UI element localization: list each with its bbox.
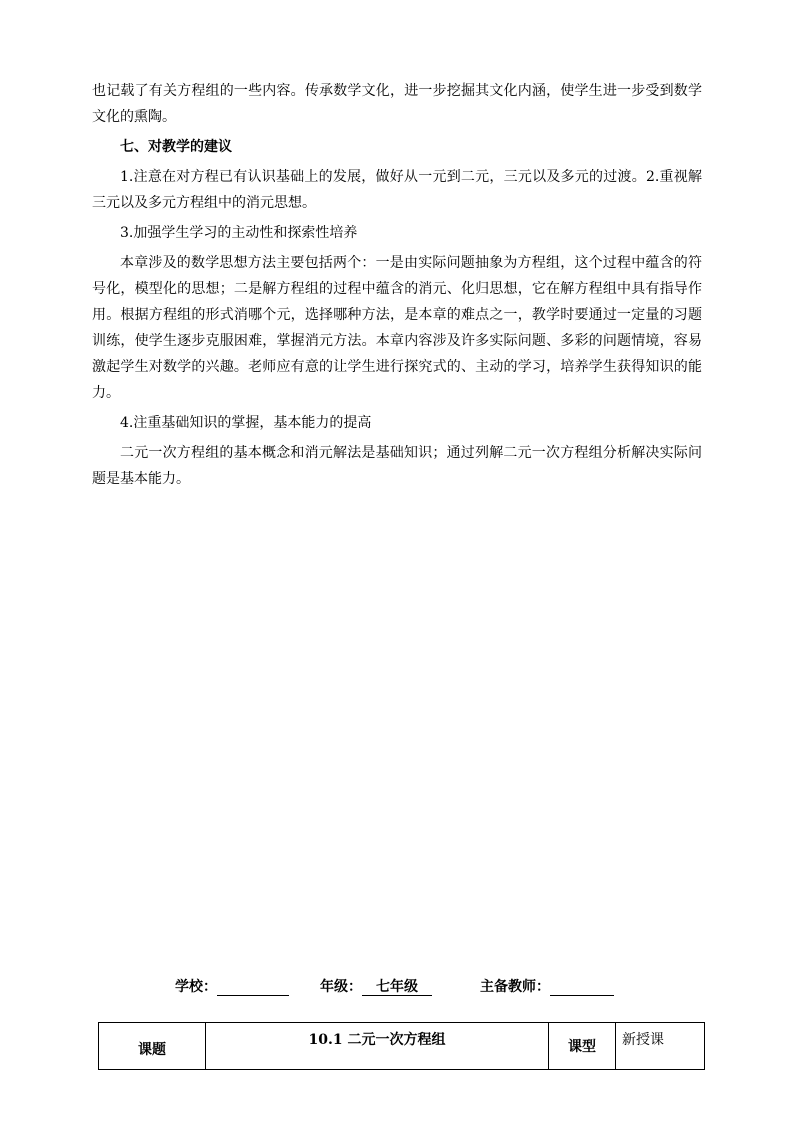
grade-value: 七年级 [362,979,432,996]
paragraph-thinking-methods: 本章涉及的数学思想方法主要包括两个：一是由实际问题抽象为方程组，这个过程中蕴含的符号化，模型化的思想；二是解方程组的过程中蕴含的消元、化归思想，它在解方程组中具有指导作用。根据方程组的形式消哪个元，选择哪种方法，是本章的难点之一，教学时要通过一定量的习题训练，使学生逐步克服困难，掌握消元方法。本章内容涉及许多实际问题、多彩的问题情境，容易激起学生对数学的兴趣。老师应有意的让学生进行探究式的、主动的学习，培养学生获得知识的能力。 [92,255,702,401]
school-blank [217,979,289,996]
section-heading-teaching-advice: 七、对教学的建议 [120,139,232,155]
paragraph-advice-1-2: 1.注意在对方程已有认识基础上的发展，做好从一元到二元，三元以及多元的过渡。2.重视解三元以及多元方程组中的消元思想。 [92,169,702,211]
table-row [99,1023,705,1070]
type-value: 新授课 [616,1023,705,1070]
type-label: 课型 [549,1023,616,1070]
grade-field [320,976,432,996]
paragraph-advice-3: 3.加强学生学习的主动性和探索性培养 [120,225,358,241]
grade-label: 年级： [320,979,362,995]
school-field [175,976,289,996]
teacher-blank [550,979,614,996]
paragraph-basic-ability: 二元一次方程组的基本概念和消元解法是基础知识；通过列解二元一次方程组分析解决实际问题是基本能力。 [92,445,702,487]
lesson-table [98,1022,705,1070]
teacher-label: 主备教师： [480,979,550,995]
school-label: 学校： [175,979,217,995]
paragraph-culture: 也记载了有关方程组的一些内容。传承数学文化，进一步挖掘其文化内涵，使学生进一步受到数学文化的熏陶。 [92,83,702,125]
topic-label: 课题 [99,1023,206,1070]
paragraph-advice-4: 4.注重基础知识的掌握，基本能力的提高 [120,415,372,431]
teacher-field [480,976,614,996]
body-text [92,78,702,492]
topic-value: 10.1 二元一次方程组 [206,1023,549,1070]
